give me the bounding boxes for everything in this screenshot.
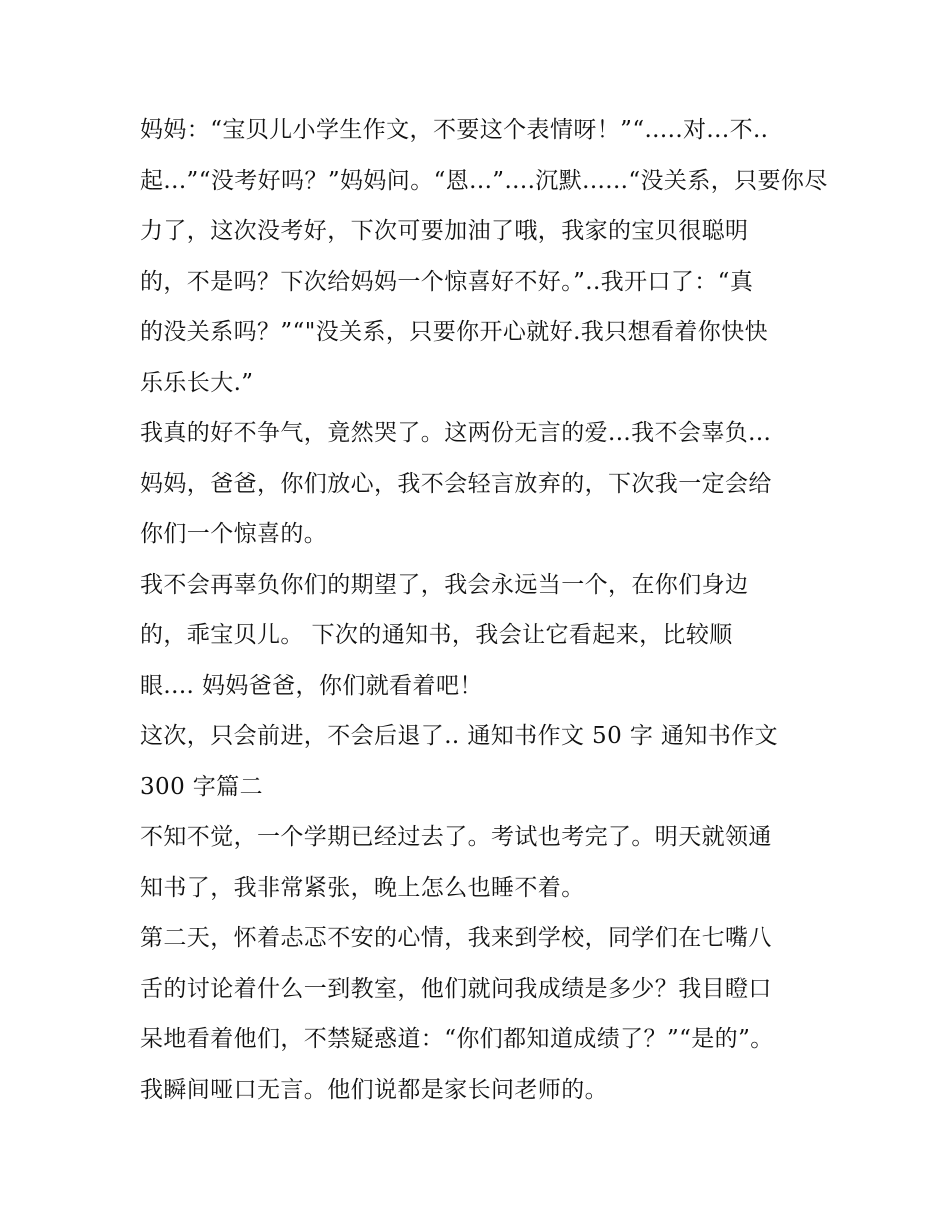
text-line: 第二天，怀着忐忑不安的心情，我来到学校，同学们在七嘴八 [140, 925, 772, 951]
text-line: 眼.... 妈妈爸爸，你们就看着吧！ [140, 672, 483, 699]
text-line: 妈妈：“宝贝儿小学生作文，不要这个表情呀！”“.....对...不.. [140, 117, 769, 143]
text-line: 我瞬间哑口无言。他们说都是家长问老师的。 [140, 1076, 608, 1103]
text-line: 你们一个惊喜的。 [140, 521, 328, 547]
text-line: 我不会再辜负你们的期望了，我会永远当一个，在你们身边 [140, 571, 749, 598]
text-line: 300 字篇二 [140, 773, 264, 800]
text-line: 知书了，我非常紧张，晚上怎么也睡不着。 [140, 874, 585, 901]
text-line: 的，不是吗？下次给妈妈一个惊喜好不好。”..我开口了：“真 [140, 268, 754, 295]
text-line: 起...”“没考好吗？”妈妈问。“恩...”....沉默......“没关系，只要你尽 [140, 167, 828, 194]
text-line: 妈妈，爸爸，你们放心，我不会轻言放弃的，下次我一定会给 [140, 470, 772, 497]
text-line: 我真的好不争气，竟然哭了。这两份无言的爱...我不会辜负... [140, 420, 772, 446]
text-line: 舌的讨论着什么一到教室，他们就问我成绩是多少？我目瞪口 [140, 975, 772, 1002]
text-line: 不知不觉，一个学期已经过去了。考试也考完了。明天就领通 [140, 824, 772, 850]
text-line: 呆地看着他们，不禁疑惑道：“你们都知道成绩了？”“是的”。 [140, 1026, 774, 1052]
text-line: 的，乖宝贝儿。 下次的通知书，我会让它看起来，比较顺 [140, 622, 733, 648]
text-line: 的没关系吗？”“"没关系，只要你开心就好.我只想看着你快快 [140, 319, 769, 345]
essay-body [140, 105, 828, 1115]
text-line: 乐乐长大.” [140, 369, 254, 396]
text-line: 这次，只会前进，不会后退了.. 通知书作文 50 字 通知书作文 [140, 723, 778, 749]
text-line: 力了，这次没考好，下次可要加油了哦，我家的宝贝很聪明 [140, 218, 749, 244]
